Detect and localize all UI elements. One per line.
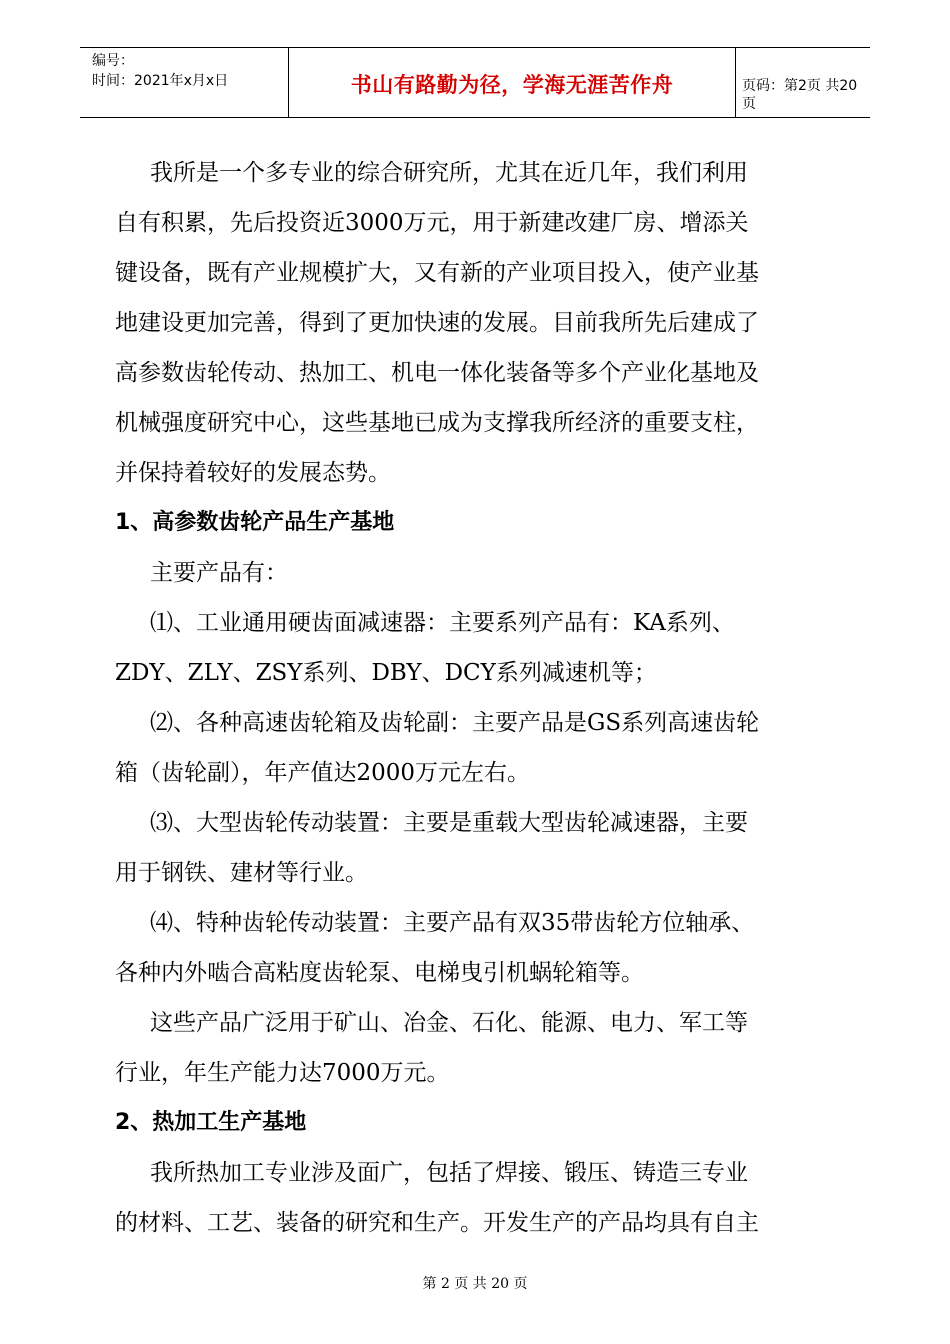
- page-footer: 第 2 页 共 20 页: [422, 1276, 528, 1292]
- paragraph-line: 地建设更加完善，得到了更加快速的发展。目前我所先后建成了: [115, 310, 759, 336]
- paragraph-line: 机械强度研究中心，这些基地已成为支撑我所经济的重要支柱，: [115, 410, 759, 436]
- paragraph-line: 并保持着较好的发展态势。: [115, 460, 391, 486]
- paragraph-line: 主要产品有：: [150, 560, 288, 586]
- paragraph-line: 高参数齿轮传动、热加工、机电一体化装备等多个产业化基地及: [115, 360, 759, 386]
- list-item-line: ZDY、ZLY、ZSY系列、DBY、DCY系列减速机等；: [115, 660, 657, 686]
- document-number: 编号：: [92, 53, 134, 69]
- paragraph-line: 的材料、工艺、装备的研究和生产。开发生产的产品均具有自主: [115, 1210, 759, 1236]
- list-item-line: 各种内外啮合高粘度齿轮泵、电梯曳引机蜗轮箱等。: [115, 960, 644, 986]
- paragraph-line: 键设备，既有产业规模扩大，又有新的产业项目投入，使产业基: [115, 260, 759, 286]
- document-time: 时间：2021年x月x日: [92, 73, 229, 89]
- list-item-line: ⑵、各种高速齿轮箱及齿轮副：主要产品是GS系列高速齿轮: [150, 710, 760, 736]
- header-page-number: 页码：第2页 共20页: [742, 78, 858, 112]
- header-motto: 书山有路勤为径，学海无涯苦作舟: [350, 73, 674, 97]
- header-right-cell: [735, 48, 870, 117]
- paragraph-line: 我所是一个多专业的综合研究所，尤其在近几年，我们利用: [150, 160, 748, 186]
- section-heading: 1、高参数齿轮产品生产基地: [115, 510, 395, 535]
- header-middle-cell: [288, 48, 736, 117]
- list-item-line: ⑷、特种齿轮传动装置：主要产品有双35带齿轮方位轴承、: [150, 910, 755, 936]
- paragraph-line: 我所热加工专业涉及面广，包括了焊接、锻压、铸造三专业: [150, 1160, 748, 1186]
- header-left-cell: [80, 48, 288, 117]
- list-item-line: ⑶、大型齿轮传动装置：主要是重载大型齿轮减速器，主要: [150, 810, 748, 836]
- list-item-line: ⑴、工业通用硬齿面减速器：主要系列产品有：KA系列、: [150, 610, 735, 636]
- header-table: [80, 47, 870, 118]
- paragraph-line: 行业，年生产能力达7000万元。: [115, 1060, 450, 1086]
- list-item-line: 箱（齿轮副），年产值达2000万元左右。: [115, 760, 531, 786]
- section-heading: 2、热加工生产基地: [115, 1110, 307, 1135]
- list-item-line: 用于钢铁、建材等行业。: [115, 860, 368, 886]
- paragraph-line: 自有积累，先后投资近3000万元，用于新建改建厂房、增添关: [115, 210, 749, 236]
- paragraph-line: 这些产品广泛用于矿山、冶金、石化、能源、电力、军工等: [150, 1010, 748, 1036]
